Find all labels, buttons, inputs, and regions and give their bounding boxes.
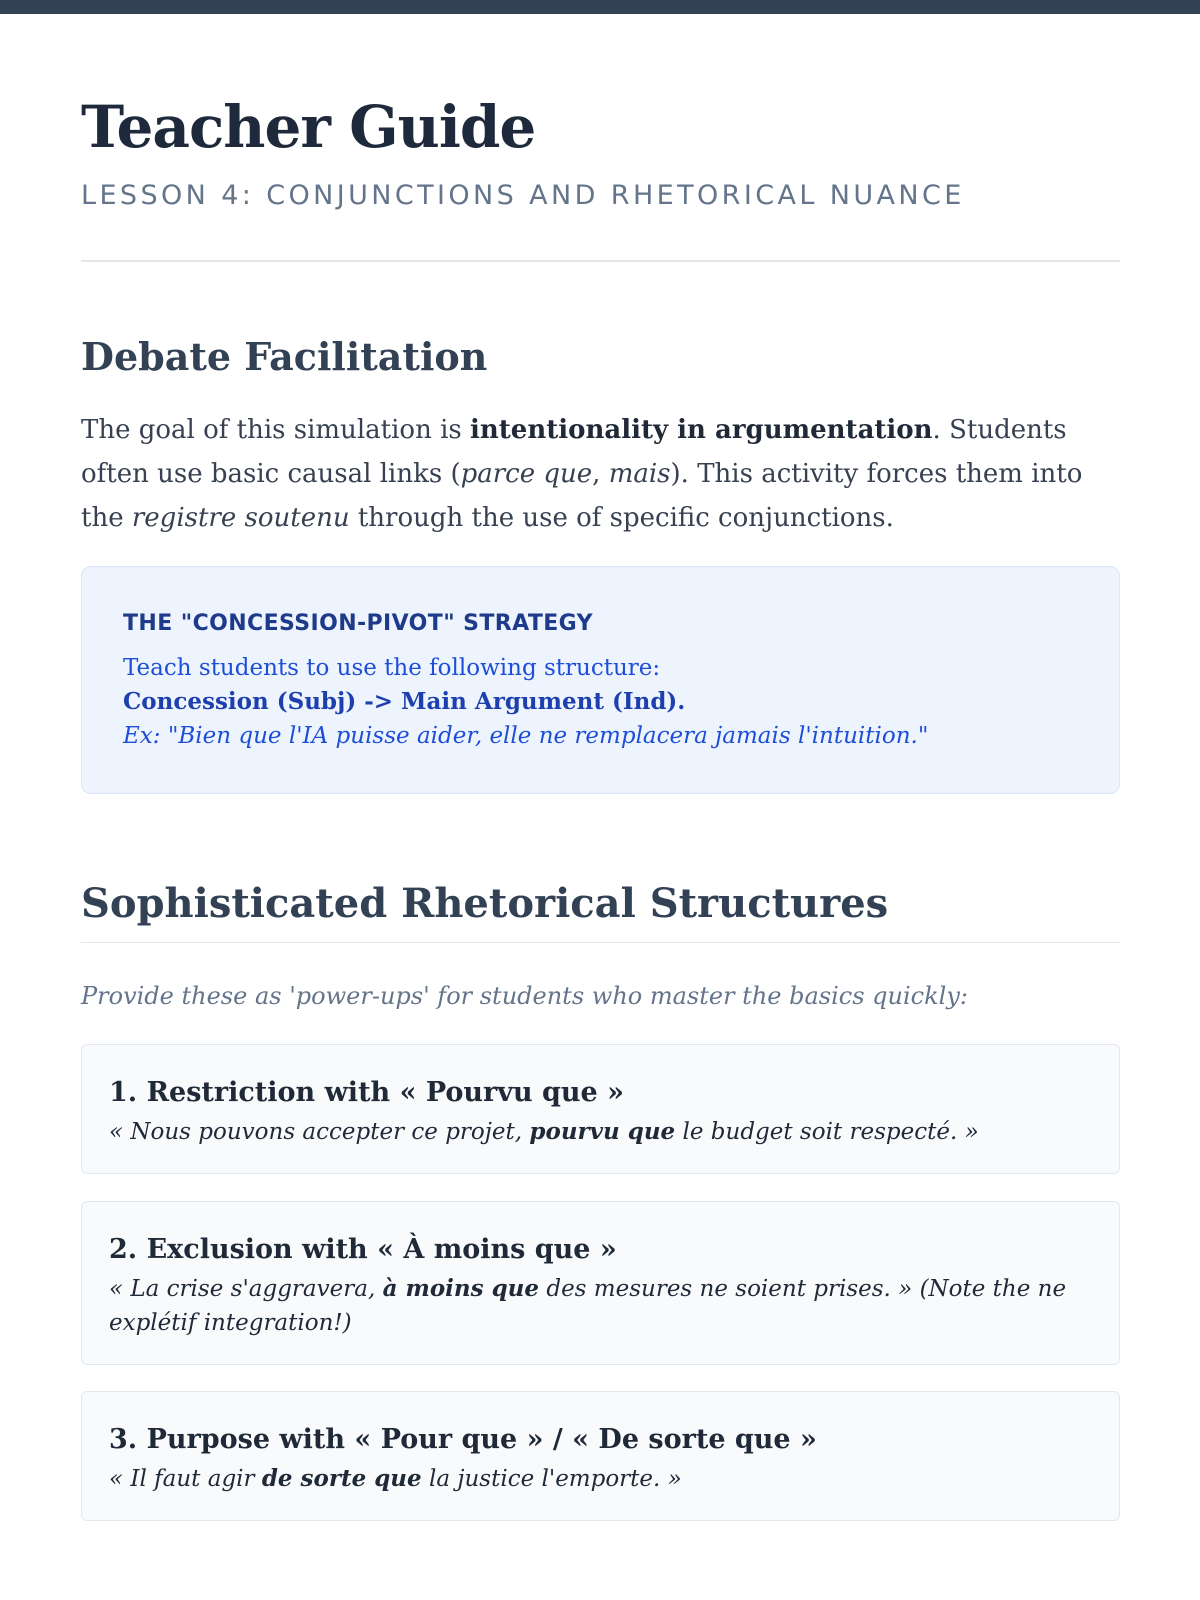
callout-formula: Concession (Subj) -> Main Argument (Ind). (123, 688, 686, 715)
structure-card-example (109, 1462, 1094, 1496)
callout-title: THE "CONCESSION-PIVOT" STRATEGY (123, 611, 593, 636)
example-key-conjunction: de sorte que (261, 1465, 422, 1492)
intro-example-term: parce que (460, 459, 593, 489)
example-key-conjunction: à moins que (382, 1275, 540, 1302)
callout-body (123, 651, 1083, 753)
structures-note: Provide these as 'power-ups' for students who master the basics quickly: (81, 982, 968, 1010)
structure-card-example (109, 1115, 1094, 1149)
example-text: des mesures ne soient prises. » (Note the ne explétif integration!) (109, 1276, 1067, 1336)
intro-example-term: mais (608, 459, 671, 489)
intro-text: . Students often use basic causal links ( (81, 415, 1067, 489)
callout-example: Ex: "Bien que l'IA puisse aider, elle ne remplacera jamais l'intuition." (123, 723, 929, 749)
top-accent-bar (0, 0, 1200, 14)
structures-divider (81, 942, 1120, 943)
strategy-callout (81, 566, 1120, 794)
debate-intro-paragraph (81, 408, 1120, 540)
structure-card-title: 3. Purpose with « Pour que » / « De sorte que » (109, 1424, 817, 1455)
page-title: Teacher Guide (81, 93, 536, 161)
example-text: « Il faut agir (109, 1466, 262, 1492)
example-text: « Nous pouvons accepter ce projet, (109, 1119, 530, 1145)
structure-card (81, 1201, 1120, 1365)
structure-card-example (109, 1272, 1094, 1340)
intro-text: The goal of this simulation is (81, 415, 470, 445)
intro-emphasis: intentionality in argumentation (470, 415, 933, 445)
callout-instruction: Teach students to use the following structure: (123, 655, 661, 681)
structure-card (81, 1391, 1120, 1521)
page-subtitle: LESSON 4: CONJUNCTIONS AND RHETORICAL NUANCE (81, 180, 965, 211)
example-text: la justice l'emporte. » (421, 1466, 682, 1492)
section-heading-structures: Sophisticated Rhetorical Structures (81, 880, 889, 927)
intro-register-term: registre soutenu (131, 503, 350, 533)
structure-card-title: 1. Restriction with « Pourvu que » (109, 1077, 624, 1108)
structure-card-title: 2. Exclusion with « À moins que » (109, 1234, 617, 1265)
intro-text: ). This activity forces them into the (81, 459, 1083, 533)
intro-text: through the use of specific conjunctions. (349, 503, 894, 533)
example-text: le budget soit respecté. » (675, 1119, 979, 1145)
example-text: « La crise s'aggravera, (109, 1276, 383, 1302)
section-heading-debate: Debate Facilitation (81, 334, 488, 379)
header-divider (81, 260, 1120, 262)
structure-card (81, 1044, 1120, 1174)
example-key-conjunction: pourvu que (529, 1118, 676, 1145)
intro-text: , (592, 459, 609, 489)
